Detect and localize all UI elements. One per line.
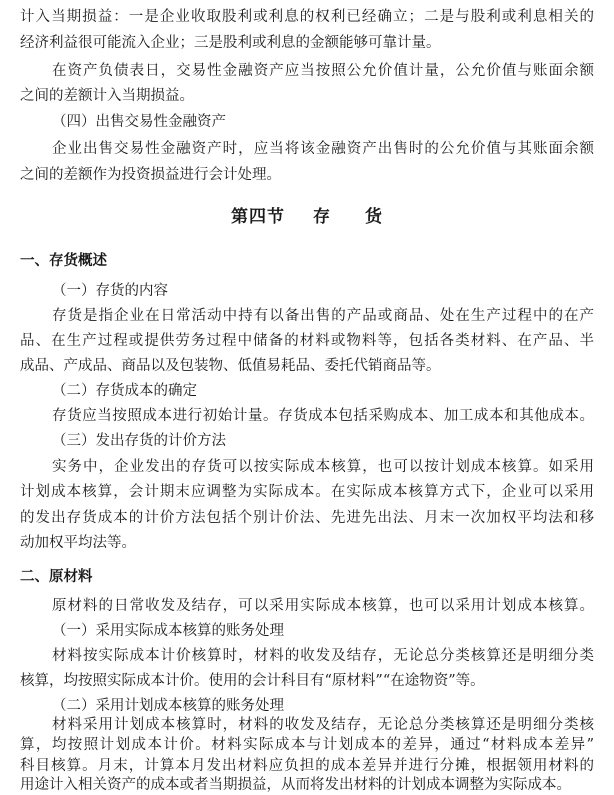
paragraph-line: 实务中，企业发出的存货可以按实际成本核算，也可以按计划成本核算。如采用 xyxy=(52,459,594,475)
paragraph-line: 之间的差额作为投资损益进行会计处理。 xyxy=(20,167,281,183)
paragraph-line: 算，均按照计划成本计价。材料实际成本与计划成本的差异，通过“材料成本差异” xyxy=(20,737,594,754)
section-title xyxy=(0,205,614,229)
paragraph-line: 材料采用计划成本核算时，材料的收发及结存，无论总分类核算还是明细分类核 xyxy=(52,717,594,734)
heading-inventory-overview: 一、存货概述 xyxy=(20,252,107,269)
paragraph-line: 之间的差额计入当期损益。 xyxy=(20,88,194,104)
section-word-2: 货 xyxy=(365,207,383,227)
paragraph-line: 科目核算。月末，计算本月发出材料应负担的成本差异并进行分摊，根据领用材料的 xyxy=(20,757,594,774)
paragraph-line: 成品、产成品、商品以及包装物、低值易耗品、委托代销商品等。 xyxy=(20,358,441,374)
paragraph-line: 原材料的日常收发及结存，可以采用实际成本核算，也可以采用计划成本核算。 xyxy=(52,598,594,614)
paragraph-line: 计入当期损益：一是企业收取股利或利息的权利已经确立；二是与股利或利息相关的 xyxy=(20,9,594,25)
paragraph-line: 的发出存货成本的计价方法包括个别计价法、先进先出法、月末一次加权平均法和移 xyxy=(20,510,594,526)
paragraph-line: 核算，均按照实际成本计价。使用的会计科目有“原材料”“在途物资”等。 xyxy=(20,673,485,689)
section-word-1: 存 xyxy=(313,207,331,227)
subheading: （一）采用实际成本核算的账务处理 xyxy=(52,623,284,639)
paragraph-line: 存货应当按照成本进行初始计量。存货成本包括采购成本、加工成本和其他成本。 xyxy=(52,408,594,424)
subheading: （二）存货成本的确定 xyxy=(52,383,197,399)
heading-raw-materials: 二、原材料 xyxy=(20,568,93,585)
paragraph-line: 材料按实际成本计价核算时，材料的收发及结存，无论总分类核算还是明细分类 xyxy=(52,648,594,664)
subheading: （三）发出存货的计价方法 xyxy=(52,433,226,449)
subheading: （四）出售交易性金融资产 xyxy=(52,114,226,130)
paragraph-line: 存货是指企业在日常活动中持有以备出售的产品或商品、处在生产过程中的在产 xyxy=(52,308,594,324)
paragraph-line: 动加权平均法等。 xyxy=(20,535,136,551)
paragraph-line: 在资产负债表日，交易性金融资产应当按照公允价值计量，公允价值与账面余额 xyxy=(52,63,594,79)
paragraph-line: 计划成本核算，会计期末应调整为实际成本。在实际成本核算方式下，企业可以采用 xyxy=(20,484,594,500)
paragraph-line: 用途计入相关资产的成本或者当期损益，从而将发出材料的计划成本调整为实际成本。 xyxy=(20,777,571,793)
paragraph-line: 经济利益很可能流入企业；三是股利或利息的金额能够可靠计量。 xyxy=(20,35,441,51)
paragraph-line: 品、在生产过程或提供劳务过程中储备的材料或物料等，包括各类材料、在产品、半 xyxy=(20,333,594,349)
subheading: （二）采用计划成本核算的账务处理 xyxy=(52,698,284,714)
paragraph-line: 企业出售交易性金融资产时，应当将该金融资产出售时的公允价值与其账面余额 xyxy=(52,141,594,157)
subheading: （一）存货的内容 xyxy=(52,283,168,299)
section-number: 第四节 xyxy=(231,207,285,227)
